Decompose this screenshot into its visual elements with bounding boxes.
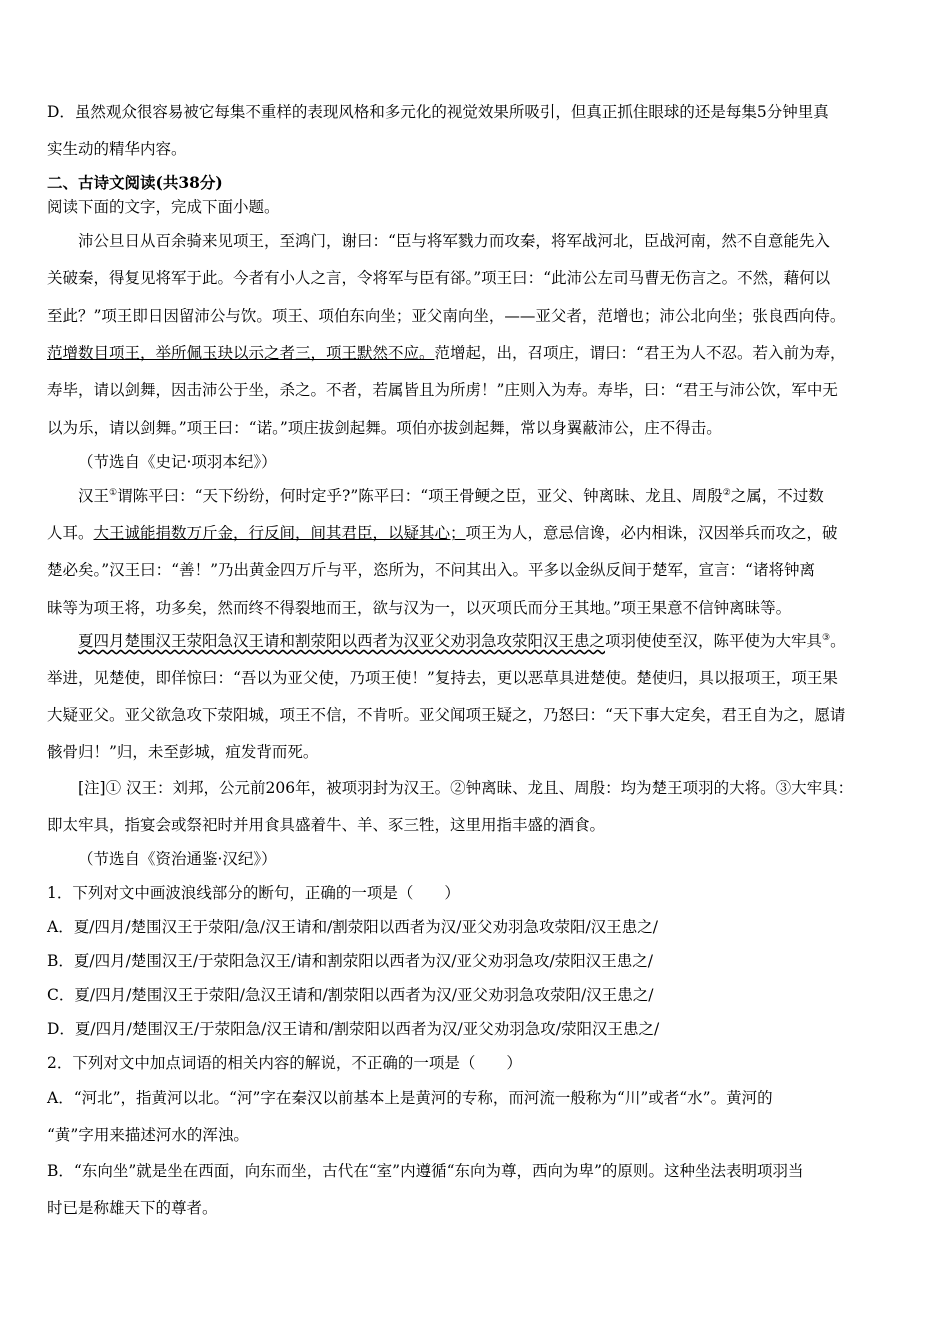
question-2-stem: 2．下列对文中加点词语的相关内容的解说，不正确的一项是（ ） (47, 1054, 522, 1072)
question-2-option-a-line2: “黄”字用来描述河水的浑浊。 (47, 1126, 249, 1144)
question-1-option-b: B．夏/四月/楚围汉王/于荥阳急汉王/请和割荥阳以西者为汉/亚父劝羽急攻/荥阳汉王患之/ (47, 952, 653, 970)
text-segment: 谓陈平曰：“天下纷纷，何时定乎?”陈平曰：“项王骨鲠之臣，亚父、钟离昧、龙且、周殷 (117, 487, 723, 505)
question-1-option-d: D．夏/四月/楚围汉王/于荥阳急/汉王请和/割荥阳以西者为汉/亚父劝羽急攻/荥阳汉王患之/ (47, 1020, 660, 1038)
passage1-line1: 沛公旦日从百余骑来见项王，至鸿门，谢曰：“臣与将军戮力而攻秦，将军战河北，臣战河南，然不自意能先入 (78, 232, 830, 250)
text-segment: 。 (830, 632, 846, 650)
passage1-line6: 以为乐，请以剑舞。”项王曰：“诺。”项庄拔剑起舞。项伯亦拔剑起舞，常以身翼蔽沛公，庄不得击。 (47, 419, 722, 437)
question-2-option-b-line1: B．“东向坐”就是坐在西面，向东而坐，古代在“室”内遵循“东向为尊，西向为卑”的原则。这种坐法表明项羽当 (47, 1162, 804, 1180)
section-heading: 二、古诗文阅读(共38分) (47, 173, 223, 192)
question-1-stem: 1．下列对文中画波浪线部分的断句，正确的一项是（ ） (47, 884, 460, 902)
passage1-source: （节选自《史记·项羽本纪》） (78, 453, 277, 471)
section-instruction: 阅读下面的文字，完成下面小题。 (47, 198, 280, 216)
footnote-marker-3: ③ (822, 632, 831, 643)
text-segment: 人耳。 (47, 524, 94, 542)
question-2-option-a-line1: A．“河北”，指黄河以北。“河”字在秦汉以前基本上是黄河的专称，而河流一般称为“川”或者“水”。黄河的 (47, 1089, 773, 1107)
passage2-p2-line4: 骸骨归！”归，未至彭城，疽发背而死。 (47, 743, 319, 761)
passage1-line3: 至此？”项王即日因留沛公与饮。项王、项伯东向坐；亚父南向坐，——亚父者，范增也；沛公北向坐；张良西向侍。 (47, 307, 846, 325)
passage2-p2-line1 (78, 630, 846, 652)
note-line2: 即太牢具，指宴会或祭祀时并用食具盛着牛、羊、豕三牲，这里用指丰盛的酒食。 (47, 816, 606, 834)
text-segment: 汉王 (78, 487, 110, 505)
passage2-p2-line3: 大疑亚父。亚父欲急攻下荥阳城，项王不信，不肯听。亚父闻项王疑之，乃怒曰：“天下事大定矣，君王自为之，愿请 (47, 706, 846, 724)
text-segment: 之属，不过数 (730, 487, 824, 505)
question-1-option-c: C．夏/四月/楚围汉王于荥阳/急汉王请和/割荥阳以西者为汉/亚父劝羽急攻荥阳/汉王患之/ (47, 986, 654, 1004)
footnote-marker-1: ① (109, 487, 118, 498)
passage1-line2: 关破秦，得复见将军于此。今者有小人之言，令将军与臣有郤。”项王曰：“此沛公左司马曹无伤言之。不然，藉何以 (47, 269, 831, 287)
wavy-underline-sentence: 夏四月楚围汉王荥阳急汉王请和割荥阳以西者为汉亚父劝羽急攻荥阳汉王患之 (78, 632, 606, 650)
passage1-line4-rest: 范增起，出，召项庄，谓曰：“君王为人不忍。若入前为寿， (434, 344, 846, 362)
passage2-p1-line2 (47, 522, 838, 544)
prev-option-d-line2: 实生动的精华内容。 (47, 140, 187, 158)
passage2-p1-line4: 昧等为项王将，功多矣，然而终不得裂地而王，欲与汉为一，以灭项氏而分王其地。”项王果意不信钟离昧等。 (47, 599, 792, 617)
underlined-sentence-1: 范增数目项王，举所佩玉玦以示之者三，项王默然不应。 (47, 344, 435, 362)
text-segment: 项王为人，意忌信谗，必内相诛，汉因举兵而攻之，破 (465, 524, 838, 542)
passage2-p2-line2: 举进，见楚使，即佯惊曰：“吾以为亚父使，乃项王使！”复持去，更以恶草具进楚使。楚使归，具以报项王，项王果 (47, 669, 838, 687)
passage1-line4 (47, 342, 845, 364)
footnote-marker-2: ② (722, 487, 731, 498)
question-1-option-a: A．夏/四月/楚围汉王于荥阳/急/汉王请和/割荥阳以西者为汉/亚父劝羽急攻荥阳/汉王患之/ (47, 918, 658, 936)
text-segment: 项羽使使至汉，陈平使为大牢具 (605, 632, 823, 650)
note-line1: [注]① 汉王：刘邦，公元前206年，被项羽封为汉王。②钟离昧、龙且、周殷：均为楚王项羽的大将。③大牢具： (78, 779, 854, 797)
question-2-option-b-line2: 时已是称雄天下的尊者。 (47, 1199, 218, 1217)
underlined-sentence-2: 大王诚能捐数万斤金，行反间，间其君臣，以疑其心； (93, 524, 466, 542)
passage2-p1-line3: 楚必矣。”汉王曰：“善！”乃出黄金四万斤与平，恣所为，不问其出入。平多以金纵反间于楚军，宣言：“诸将钟离 (47, 561, 815, 579)
prev-option-d-line1: D．虽然观众很容易被它每集不重样的表现风格和多元化的视觉效果所吸引，但真正抓住眼球的还是每集5分钟里真 (47, 103, 829, 121)
passage1-line5: 寿毕，请以剑舞，因击沛公于坐，杀之。不者，若属皆且为所虏！”庄则入为寿。寿毕，曰：“君王与沛公饮，军中无 (47, 381, 838, 399)
passage2-p1-line1 (78, 485, 824, 507)
passage2-source: （节选自《资治通鉴·汉纪》） (78, 850, 277, 868)
